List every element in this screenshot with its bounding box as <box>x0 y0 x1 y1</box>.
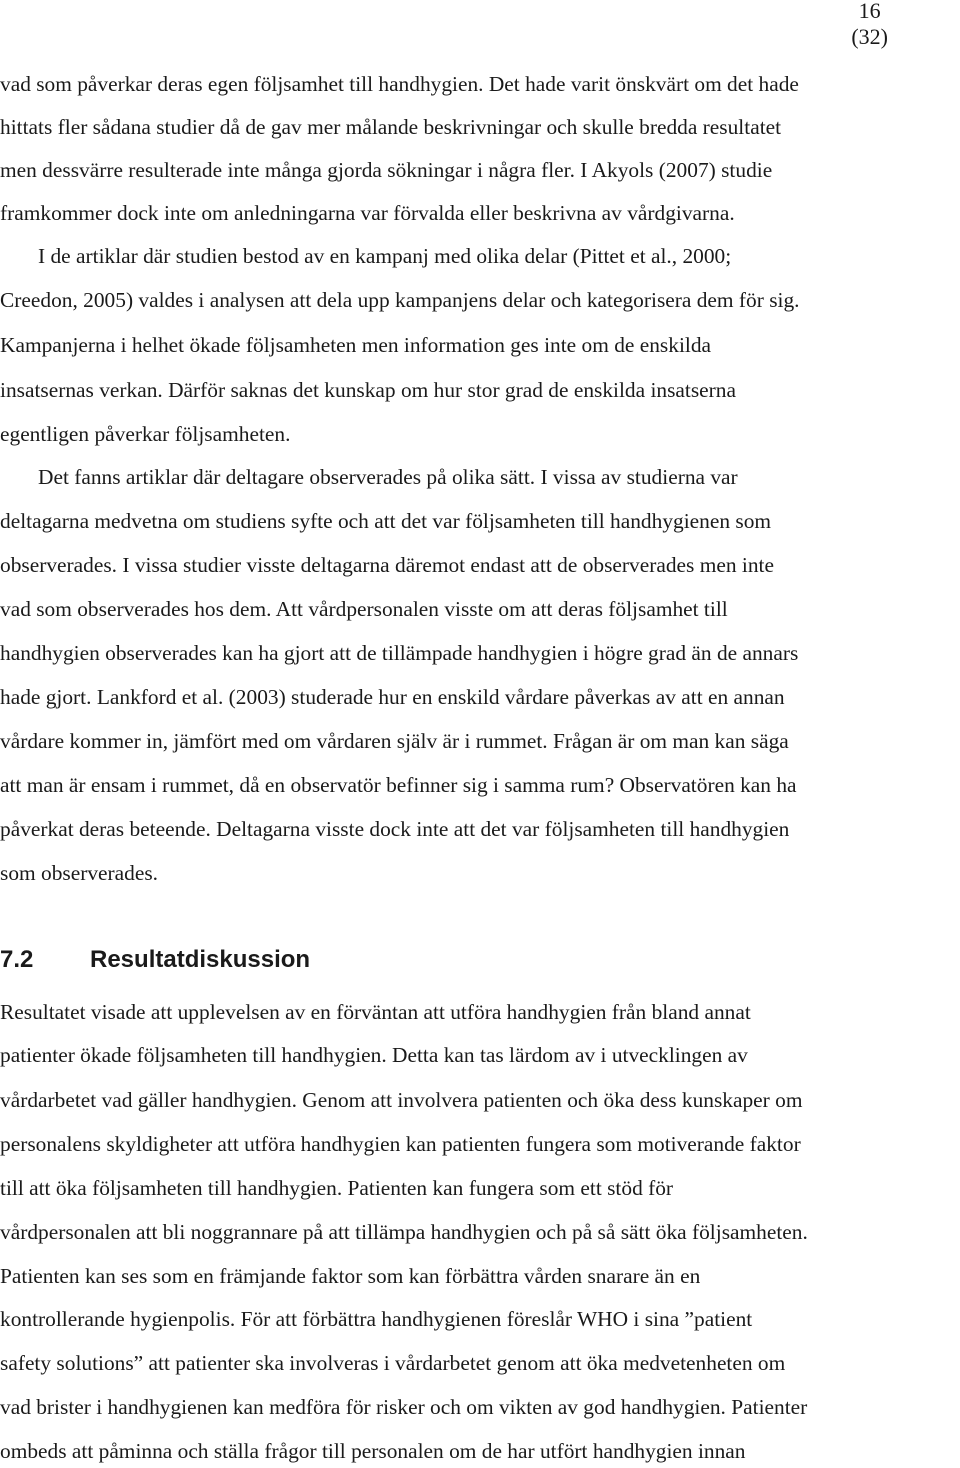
page-number <box>851 0 888 50</box>
text-line: kontrollerande hygienpolis. För att förbättra handhygienen föreslår WHO i sina ”patient <box>0 1307 753 1331</box>
text-line: Resultatet visade att upplevelsen av en förväntan att utföra handhygien från bland annat <box>0 1000 751 1024</box>
text-line: hittats fler sådana studier då de gav mer målande beskrivningar och skulle bredda resultatet <box>0 115 782 139</box>
page-number-total: (32) <box>851 24 888 49</box>
text-line: patienter ökade följsamheten till handhygien. Detta kan tas lärdom av i utvecklingen av <box>0 1043 748 1067</box>
text-line: ombeds att påminna och ställa frågor till personalen om de har utfört handhygien innan <box>0 1439 746 1463</box>
text-line: handhygien observerades kan ha gjort att de tillämpade handhygien i högre grad än de annars <box>0 641 799 665</box>
text-line: vad brister i handhygienen kan medföra för risker och om vikten av god handhygien. Patienter <box>0 1395 808 1419</box>
text-line: till att öka följsamheten till handhygien. Patienten kan fungera som ett stöd för <box>0 1176 674 1200</box>
text-line: Creedon, 2005) valdes i analysen att dela upp kampanjens delar och kategorisera dem för sig. <box>0 288 800 312</box>
text-line: Det fanns artiklar där deltagare observerades på olika sätt. I vissa av studierna var <box>38 465 738 489</box>
text-line: egentligen påverkar följsamheten. <box>0 422 291 446</box>
text-line: Kampanjerna i helhet ökade följsamheten men information ges inte om de enskilda <box>0 333 712 357</box>
text-line: men dessvärre resulterade inte många gjorda sökningar i några fler. I Akyols (2007) studie <box>0 158 773 182</box>
text-line: framkommer dock inte om anledningarna var förvalda eller beskrivna av vårdgivarna. <box>0 201 735 225</box>
text-line: som observerades. <box>0 861 159 885</box>
section-title: Resultatdiskussion <box>90 946 311 973</box>
text-line: vad som påverkar deras egen följsamhet till handhygien. Det hade varit önskvärt om det hade <box>0 72 799 96</box>
text-line: insatsernas verkan. Därför saknas det kunskap om hur stor grad de enskilda insatserna <box>0 378 736 402</box>
text-line: vårdpersonalen att bli noggrannare på att tillämpa handhygien och på så sätt öka följsamheten. <box>0 1220 808 1244</box>
text-line: hade gjort. Lankford et al. (2003) studerade hur en enskild vårdare påverkas av att en annan <box>0 685 785 709</box>
text-line: vårdarbetet vad gäller handhygien. Genom att involvera patienten och öka dess kunskaper om <box>0 1088 803 1112</box>
text-line: safety solutions” att patienter ska involveras i vårdarbetet genom att öka medvetenheten om <box>0 1351 786 1375</box>
text-line: Patienten kan ses som en främjande faktor som kan förbättra vården snarare än en <box>0 1264 701 1288</box>
section-number: 7.2 <box>0 946 34 973</box>
text-line: vad som observerades hos dem. Att vårdpersonalen visste om att deras följsamhet till <box>0 597 728 621</box>
text-line: påverkat deras beteende. Deltagarna visste dock inte att det var följsamheten till handhygien <box>0 817 790 841</box>
text-line: vårdare kommer in, jämfört med om vårdaren själv är i rummet. Frågan är om man kan säga <box>0 729 789 753</box>
text-line: observerades. I vissa studier visste deltagarna däremot endast att de observerades men inte <box>0 553 774 577</box>
text-line: personalens skyldigheter att utföra handhygien kan patienten fungera som motiverande faktor <box>0 1132 801 1156</box>
text-line: deltagarna medvetna om studiens syfte och att det var följsamheten till handhygienen som <box>0 509 772 533</box>
text-line: att man är ensam i rummet, då en observatör befinner sig i samma rum? Observatören kan ha <box>0 773 797 797</box>
text-line: I de artiklar där studien bestod av en kampanj med olika delar (Pittet et al., 2000; <box>38 244 732 268</box>
section-heading <box>0 944 310 976</box>
page-number-current: 16 <box>858 0 881 23</box>
